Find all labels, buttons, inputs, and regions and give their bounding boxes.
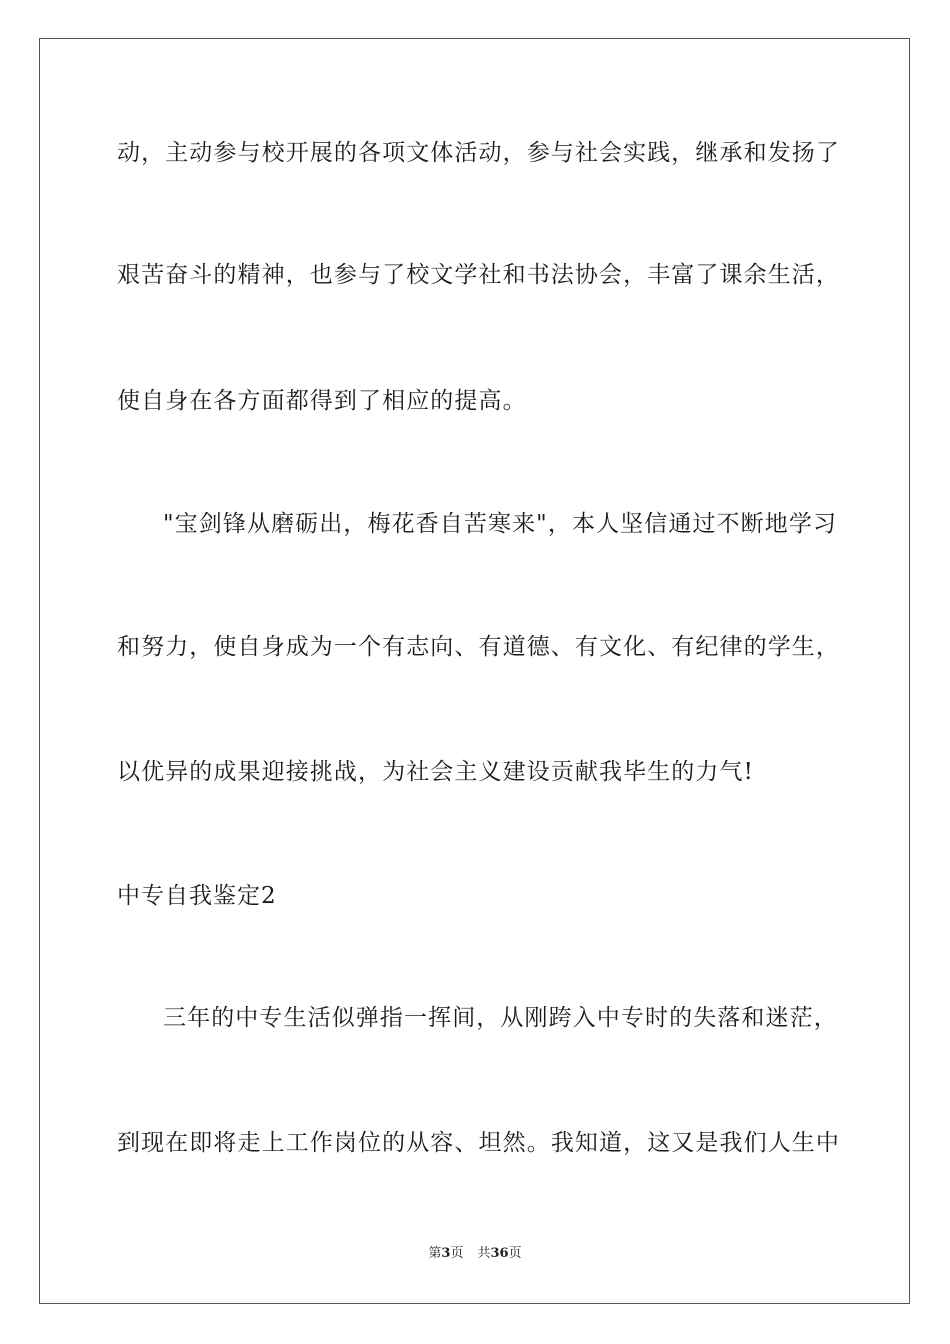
text-line: 动，主动参与校开展的各项文体活动，参与社会实践，继承和发扬了 [117, 140, 840, 166]
page-border [39, 38, 910, 1304]
text-line: 艰苦奋斗的精神，也参与了校文学社和书法协会，丰富了课余生活， [117, 262, 840, 288]
page-suffix: 页 [450, 1246, 464, 1261]
total-prefix: 共 [477, 1246, 491, 1261]
page-number: 3 [441, 1246, 451, 1261]
text-line: 到现在即将走上工作岗位的从容、坦然。我知道，这又是我们人生中 [117, 1130, 840, 1156]
text-line: 三年的中专生活似弹指一挥间，从刚跨入中专时的失落和迷茫， [163, 1005, 838, 1031]
text-line: 使自身在各方面都得到了相应的提高。 [117, 388, 527, 414]
section-heading: 中专自我鉴定2 [117, 883, 277, 909]
page-prefix: 第 [428, 1246, 442, 1261]
text-line: 以优异的成果迎接挑战，为社会主义建设贡献我毕生的力气! [117, 759, 754, 785]
text-line: "宝剑锋从磨砺出，梅花香自苦寒来"，本人坚信通过不断地学习 [163, 511, 838, 537]
page-footer [0, 1245, 950, 1263]
text-line: 和努力，使自身成为一个有志向、有道德、有文化、有纪律的学生， [117, 634, 840, 660]
total-suffix: 页 [508, 1246, 522, 1261]
total-pages: 36 [490, 1246, 509, 1261]
